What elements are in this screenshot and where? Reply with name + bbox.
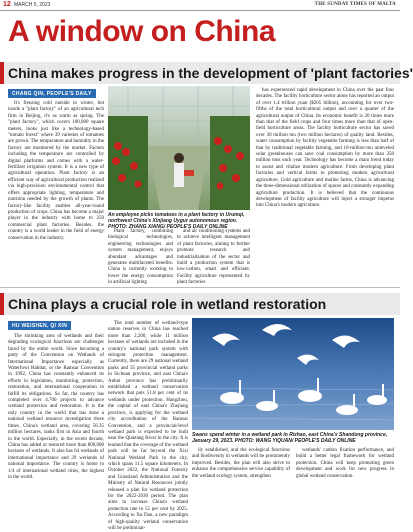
article2-col1-text: The shrinking area of wetlands and their degrading ecological functions are challenges faced by the entire world. Since becoming a party of the Convention on Wetlands of International Importance especially as Waterfowl Habitat, or the Ramsar Convention in 1992, China has constantly enhanced its efforts in legislation, monitoring, protection, restoration, and international cooperation to fulfill its obligations. So far, the country has completed over 4,700 projects to advance wetland protection and restoration. It is the only country in the world that has done a national wetland resource investigation three times. China's wetland area, covering 56.35 million hectares, ranks first in Asia and fourth in the world. Especially, in the recent decade, China has added or restored more than 800,000 hectares of wetlands. It also has 64 wetlands of international importance and 29 wetlands of national importance. The country is home to 1/4 of international wetland cities, the highest in the world. bbox=[8, 334, 104, 480]
article2-col4 bbox=[296, 448, 394, 508]
article2-title: China plays a crucial role in wetland restoration bbox=[8, 296, 327, 312]
article1-col1-text: It's freezing cold outside in winter, but inside a "plant factory" of an agricultural tech firm in Beijing, it's as warm as spring. The "plant factory", which covers 100,000 square meters, looks just like a technology-based "tomato forest" where 39 varieties of tomatoes are grown. The temperature and humidity in the factory are monitored by the market. Factors including the temperature are controlled by digital platforms and comes with a water-fertilizer irrigation system. It is a new type of agricultural operation. Plant factory is an efficient way of agricultural production realized via high-precision environmental control that offers appropriate lighting, temperature and nutrition needed by the growth of plants. The factory-like facility enables all-year-round production of crops. China has become a major player in the industry with home to 250 commercial plant factories. Besides, the country is a world leader in the field of energy conservation in the industry. bbox=[8, 101, 104, 241]
article2-col2-text: The total number of wetland-type nature reserves in China has reached more than 2,200, while 11 million hectares of wetlands are included in the country's national park system with stringent protection management. Currently, there are 29 national wetland parks and 35 provincial wetland parks in Sichuan province, and east China's Anhui province has preliminarily established a wetland conservation network that puts 51.8 per cent of its wetlands under protection. Hangzhou, the capital of east China's Zhejiang province, is applying for the wetland city accreditation of the Ramsar Convention, and a provincial-level wetland park is expected to be built near the Qiantang River in the city. It is learned that the coverage of the wetland park will be far beyond the Xixi National Wetland Park in the city, which spans 11.5 square kilometers. In October 2022, the National Forestry and Grassland Administration and the Ministry of Natural Resources jointly released a plan for wetland protection for the 2022-2030 period. The plan aims to increase China's wetland protection rate to 55 per cent by 2025. According to Xu Dan, a new paradigm of high-quality wetland conservation will be preliminar- bbox=[108, 321, 188, 531]
article2-banner bbox=[0, 293, 400, 315]
article1-banner bbox=[0, 62, 413, 84]
wetland-swans-photo bbox=[192, 318, 394, 430]
banner-accent bbox=[0, 293, 4, 315]
article2-col3-text: ily established, and the ecological functions and biodiversity in wetlands will be prominently improved. Besides, the plan will also strive to enhance the comprehensive service capability of the wetland ecology system, strengthen bbox=[192, 448, 290, 479]
article1-col3-text: and air conditioning systems and to achieve intelligent management of plant factories, aiming to further promote research and industrialization of the sector and build a production system that is low-carbon, smart and efficient. Facility agriculture represented by plant factories bbox=[177, 229, 250, 286]
article1-col3 bbox=[177, 229, 250, 286]
article2-col4-text: wetlands' carbon fixation performance, and build a better legal framework for wetland protection. China will keep promoting green development and work for new progress in global wetland conservation. bbox=[296, 448, 394, 479]
article2-col2 bbox=[108, 321, 188, 531]
article1-col1 bbox=[8, 101, 104, 247]
article1-photo-caption: An employee picks tomatoes in a plant factory in Urumqi, northwest China's Xinjiang Uygur autonomous region. PHOTO: ZHANG XIANG/ PEOPLE'S DAILY ONLINE bbox=[108, 212, 245, 230]
page-date: MARCH 5, 2023 bbox=[14, 2, 51, 8]
article1-title: China makes progress in the development of 'plant factories' bbox=[8, 65, 413, 81]
greenhouse-photo bbox=[108, 86, 250, 210]
article2-col1 bbox=[8, 334, 104, 510]
article1-col2-text: Plant factory, combining biological technologies, engineering technologies and system management, enjoys abundant advantages and generates multifaceted benefits. China is currently working to lower the energy consumption in artificial lighting bbox=[108, 229, 173, 286]
section-divider bbox=[0, 287, 400, 288]
greenhouse-illustration bbox=[108, 86, 250, 210]
main-title: A window on China bbox=[8, 15, 276, 48]
page-number: 12 bbox=[3, 1, 11, 8]
publication-name: THE SUNDAY TIMES OF MALTA bbox=[314, 2, 396, 7]
article1-col2 bbox=[108, 229, 173, 286]
article1-col4-text: has experienced rapid development in China over the past four decades. The facility horticulture sector alone has reported an output of over 1.4 trillion yuan ($205 billion), accounting for over two-fifths of the total horticultural output and over a quarter of the agricultural output of China. Its economic benefit is 20 times more than that of the field crops and four times more than that of open-field horticulture areas. The facility horticulture sector has saved over 30 million mu (two million hectares) of quality land. Besides, water consumption by facility vegetable farming is less than half of that by traditional vegetable farming, and 10-million-mu unleveled solar greenhouses can save coal consumption by more than 250 million tons each year. Technology has become a main trend today to assist and vitalize modern agriculture. From developing plant factories and vertical farms to promoting modern agricultural agriculture, Gold agriculture and marine farms, China is advancing the three-dimensional utilization of spaces and constantly expanding agriculture production. It is believed that the continuous development of facility agriculture will inject a stronger impetus into China's modern agriculture. bbox=[256, 88, 394, 209]
banner-accent bbox=[0, 62, 4, 84]
article2-photo-caption: Swans spend winter in a wetland park in Rizhao, east China's Shandong province, January 29, 2023. PHOTO: WANG YIQUAN/ PEOPLE'S DAILY ONLINE bbox=[192, 432, 388, 444]
page-header bbox=[0, 0, 400, 11]
article2-col3 bbox=[192, 448, 290, 508]
article1-col4 bbox=[256, 88, 394, 248]
swans-illustration bbox=[192, 318, 394, 430]
article1-byline: CHANG QIN, PEOPLE'S DAILY bbox=[8, 89, 96, 98]
article2-byline: HU WEISHEN, QI XIN bbox=[8, 321, 71, 330]
